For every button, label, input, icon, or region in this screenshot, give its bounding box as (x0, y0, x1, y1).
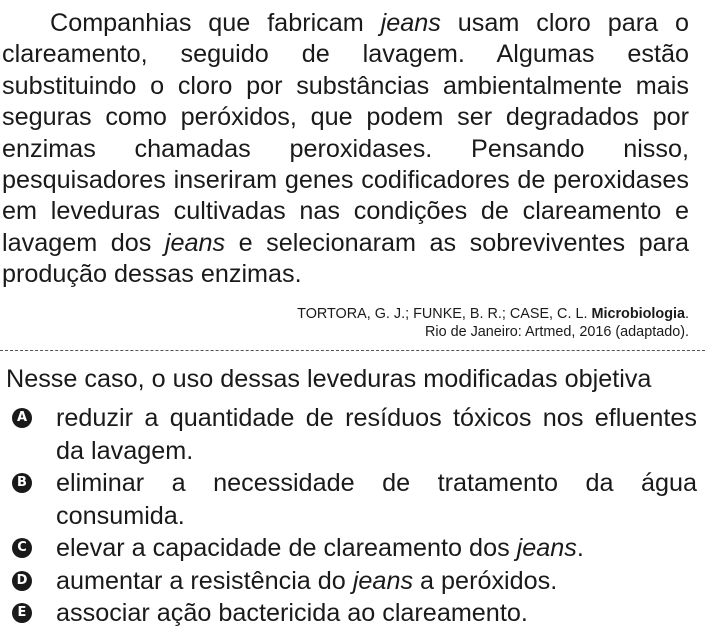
option-a-letter-badge: A (12, 408, 32, 428)
option-b[interactable] (0, 467, 705, 532)
option-d-italic-jeans: jeans (352, 566, 414, 595)
option-d-text: aumentar a resistência do (56, 566, 353, 595)
passage-italic-jeans-2: jeans (164, 228, 226, 257)
question-stem: Nesse caso, o uso dessas leveduras modificadas objetiva (6, 365, 652, 393)
source-citation (169, 305, 689, 341)
source-authors: TORTORA, G. J.; FUNKE, B. R.; CASE, C. L. (297, 306, 592, 322)
passage-part-2: usam cloro para o clareamento, seguido de lavagem. Algumas estão substituindo o cloro por substâncias ambientalmente mais seguras como peróxidos, que podem ser degradados por enzimas chamadas peroxidases. Pensando nisso, pesquisadores inseriram genes codificadores de peroxidases em leveduras cultivadas nas condições de clareamento e lavagem dos (2, 9, 689, 257)
option-c[interactable]: C elevar a capacidade de clareamento dos jeans. (0, 532, 705, 565)
source-title: Microbiologia (591, 306, 685, 322)
source-publisher: Rio de Janeiro: Artmed, 2016 (adaptado). (425, 324, 689, 340)
option-e-text: associar ação bactericida ao clareamento. (56, 599, 528, 627)
dashed-divider (0, 350, 705, 351)
passage-text (2, 8, 689, 291)
option-d[interactable]: D aumentar a resistência do jeans a peróxidos. (0, 565, 705, 598)
option-d-letter-badge: D (12, 571, 32, 591)
option-b-text: eliminar a necessidade de tratamento da água consumida. (56, 469, 697, 530)
option-c-italic-jeans: jeans (516, 534, 577, 562)
option-a-text: reduzir a quantidade de resíduos tóxicos nos efluentes da lavagem. (56, 404, 697, 465)
option-c-text: elevar a capacidade de clareamento dos (56, 534, 517, 562)
option-c-letter-badge: C (12, 538, 32, 558)
option-e[interactable] (0, 597, 705, 630)
source-line-1 (169, 305, 689, 323)
source-title-end: . (685, 306, 689, 322)
option-b-letter-badge: B (12, 473, 32, 493)
passage-part-3: e selecionaram as sobreviventes para produção dessas enzimas. (2, 228, 690, 289)
option-e-letter-badge: E (12, 603, 32, 623)
passage-part-1: Companhias que fabricam (50, 9, 381, 37)
option-a[interactable] (0, 402, 705, 467)
passage-italic-jeans-1: jeans (380, 9, 441, 37)
answer-options (0, 402, 705, 630)
